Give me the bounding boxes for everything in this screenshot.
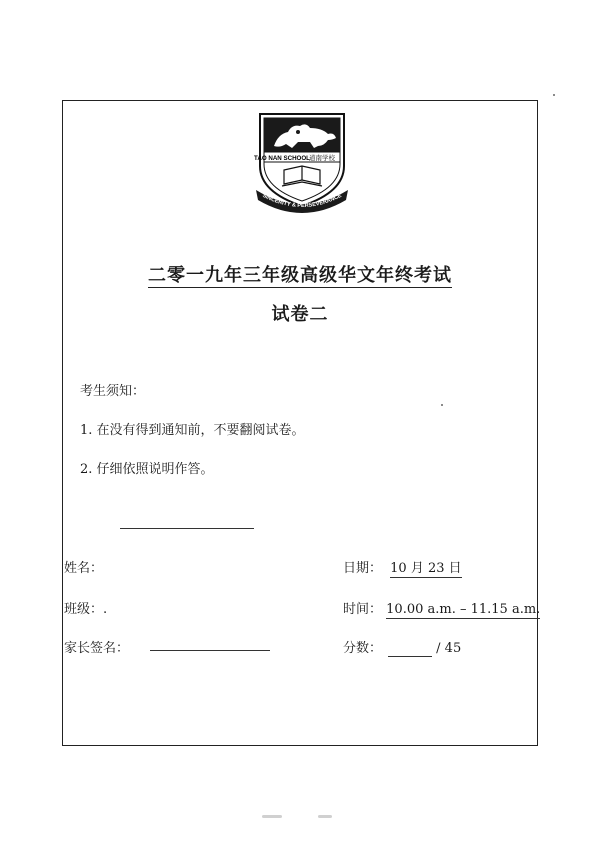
time-label: 时间： xyxy=(343,602,383,617)
score-field xyxy=(343,637,461,657)
instructions-heading: 考生须知： xyxy=(80,384,146,399)
scan-speck xyxy=(553,94,555,96)
scan-mark xyxy=(262,815,282,818)
score-blank-line xyxy=(388,641,432,657)
crest-school-name: TAO NAN SCHOOL xyxy=(254,155,310,162)
time-field xyxy=(343,598,540,617)
time-value: 10.00 a.m. – 11.15 a.m. xyxy=(386,602,541,617)
name-label: 姓名： xyxy=(64,561,104,576)
class-label-text: 班级： xyxy=(64,602,104,617)
divider-line xyxy=(120,528,254,529)
instruction-item-1: 1. 在没有得到通知前，不要翻阅试卷。 xyxy=(80,423,305,438)
scan-speck xyxy=(441,404,443,406)
parent-signature-label: 家长签名： xyxy=(64,641,130,656)
score-total: / 45 xyxy=(436,641,462,656)
date-field xyxy=(343,557,462,576)
school-crest-logo xyxy=(252,108,352,216)
exam-title-text: 二零一九年三年级高级华文年终考试 xyxy=(148,265,452,286)
crest-chinese-name: 道南学校 xyxy=(309,154,335,162)
exam-title xyxy=(0,261,600,287)
score-label: 分数： xyxy=(343,641,383,656)
class-label xyxy=(64,598,107,617)
instruction-item-2: 2. 仔细依照说明作答。 xyxy=(80,462,214,477)
parent-signature-line xyxy=(150,650,270,651)
class-value: . xyxy=(103,602,108,617)
date-label: 日期： xyxy=(343,561,383,576)
crest-motto: SINCERITY & PERSEVERANCE xyxy=(261,192,343,210)
exam-subtitle: 试卷二 xyxy=(271,304,329,325)
scan-mark xyxy=(318,815,332,818)
date-value: 10 月 23 日 xyxy=(390,561,462,576)
